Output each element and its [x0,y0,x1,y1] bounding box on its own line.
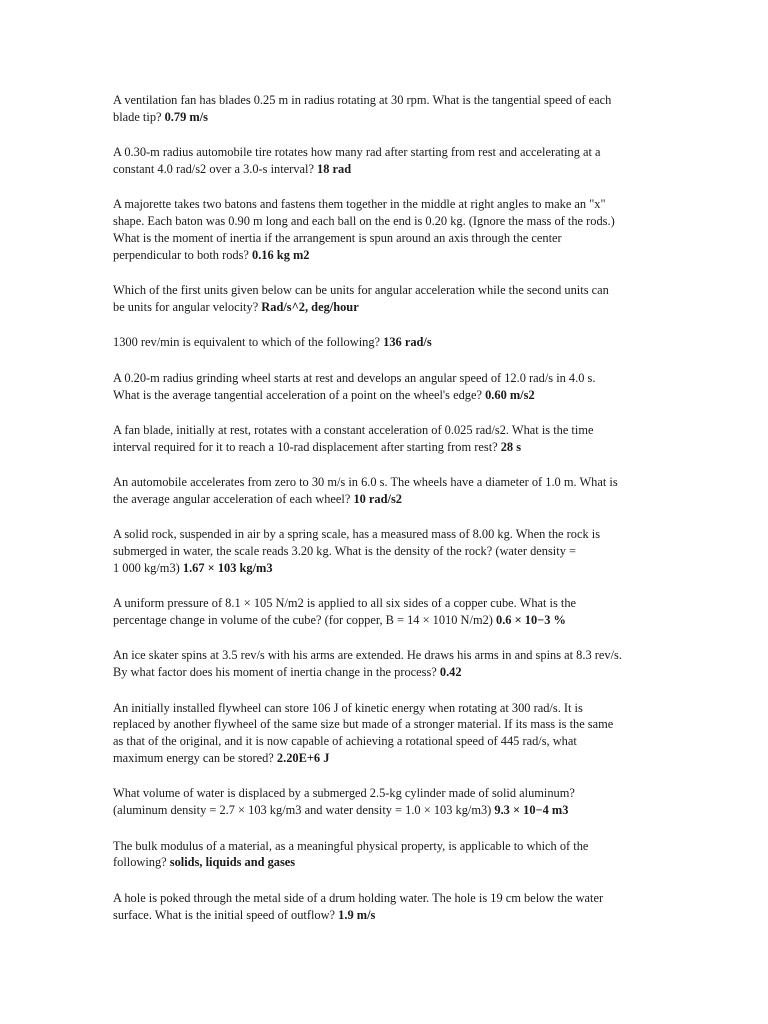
question-item [113,370,653,404]
answer-text: 18 rad [317,161,352,176]
question-item [113,196,653,263]
question-text: What volume of water is displaced by a submerged 2.5-kg cylinder made of solid aluminum? (aluminum density = 2.7 × 103 kg/m3 and water density = 1.0 × 103 kg/m3) [113,786,575,818]
question-item [113,647,653,681]
answer-text: solids, liquids and gases [169,855,296,870]
answer-text: 10 rad/s2 [353,491,402,506]
question-text: A solid rock, suspended in air by a spring scale, has a measured mass of 8.00 kg. When the rock is submerged in water, the scale reads 3.20 kg. What is the density of the rock? (water density = 1 000 kg/m3) [113,527,601,575]
question-item [113,334,653,351]
answer-text: 2.20E+6 J [276,751,330,766]
answer-text: 9.3 × 10−4 m3 [494,803,569,818]
question-text: Which of the first units given below can be units for angular acceleration while the second units can be units for angular velocity? [113,283,609,314]
question-text: 1300 rev/min is equivalent to which of the following? [113,335,384,350]
answer-text: 1.67 × 103 kg/m3 [182,560,273,575]
answer-text: 0.42 [439,665,462,680]
question-item [113,595,653,629]
question-text: A uniform pressure of 8.1 × 105 N/m2 is applied to all six sides of a copper cube. What is the percentage change in volume of the cube? (for copper, B = 14 × 1010 N/m2) [113,596,577,628]
question-text: An ice skater spins at 3.5 rev/s with his arms are extended. He draws his arms in and spins at 8.3 rev/s. By what factor does his moment of inertia change in the process? [113,648,622,680]
question-text: A fan blade, initially at rest, rotates with a constant acceleration of 0.025 rad/s2. What is the time interval required for it to reach a 10-rad displacement after starting from rest? [113,422,594,454]
answer-text: 28 s [500,439,522,454]
question-item [113,92,653,126]
question-item [113,474,653,508]
question-item [113,785,653,819]
answer-text: Rad/s^2, deg/hour [261,299,359,314]
answer-text: 136 rad/s [383,335,432,350]
question-text: A majorette takes two batons and fastens them together in the middle at right angles to make an "x" shape. Each baton was 0.90 m long and each ball on the end is 0.20 kg. (Ignore the mass of the rods.) What is the moment of inertia if the arrangement is spun around an axis through the center perpendicular to both rods? [113,197,615,262]
answer-text: 0.79 m/s [164,109,208,124]
question-text: An initially installed flywheel can store 106 J of kinetic energy when rotating at 300 rad/s. It is replaced by another flywheel of the same size but made of a stronger material. If its mass is the same as that of the original, and it is now capable of achieving a rotational speed of 445 rad/s, what maximum energy can be stored? [113,700,614,766]
question-item [113,422,653,456]
question-item [113,282,653,316]
answer-text: 0.16 kg m2 [252,247,310,262]
question-item [113,526,653,576]
answer-text: 0.60 m/s2 [485,387,535,402]
question-item [113,144,653,178]
question-text: A ventilation fan has blades 0.25 m in radius rotating at 30 rpm. What is the tangential speed of each blade tip? [113,93,612,124]
answer-text: 1.9 m/s [338,907,376,922]
question-item [113,838,653,872]
question-text: The bulk modulus of a material, as a meaningful physical property, is applicable to which of the following? [113,838,589,870]
document-body [113,92,653,942]
question-item [113,700,653,767]
question-text: A 0.30-m radius automobile tire rotates how many rad after starting from rest and accelerating at a constant 4.0 rad/s2 over a 3.0-s interval? [113,145,601,176]
question-text: A 0.20-m radius grinding wheel starts at rest and develops an angular speed of 12.0 rad/s in 4.0 s. What is the average tangential acceleration of a point on the wheel's edge? [113,370,596,402]
question-item [113,890,653,924]
question-text: An automobile accelerates from zero to 30 m/s in 6.0 s. The wheels have a diameter of 1.0 m. What is the average angular acceleration of each wheel? [113,475,618,506]
answer-text: 0.6 × 10−3 % [496,613,566,628]
question-text: A hole is poked through the metal side of a drum holding water. The hole is 19 cm below the water surface. What is the initial speed of outflow? [113,890,604,922]
